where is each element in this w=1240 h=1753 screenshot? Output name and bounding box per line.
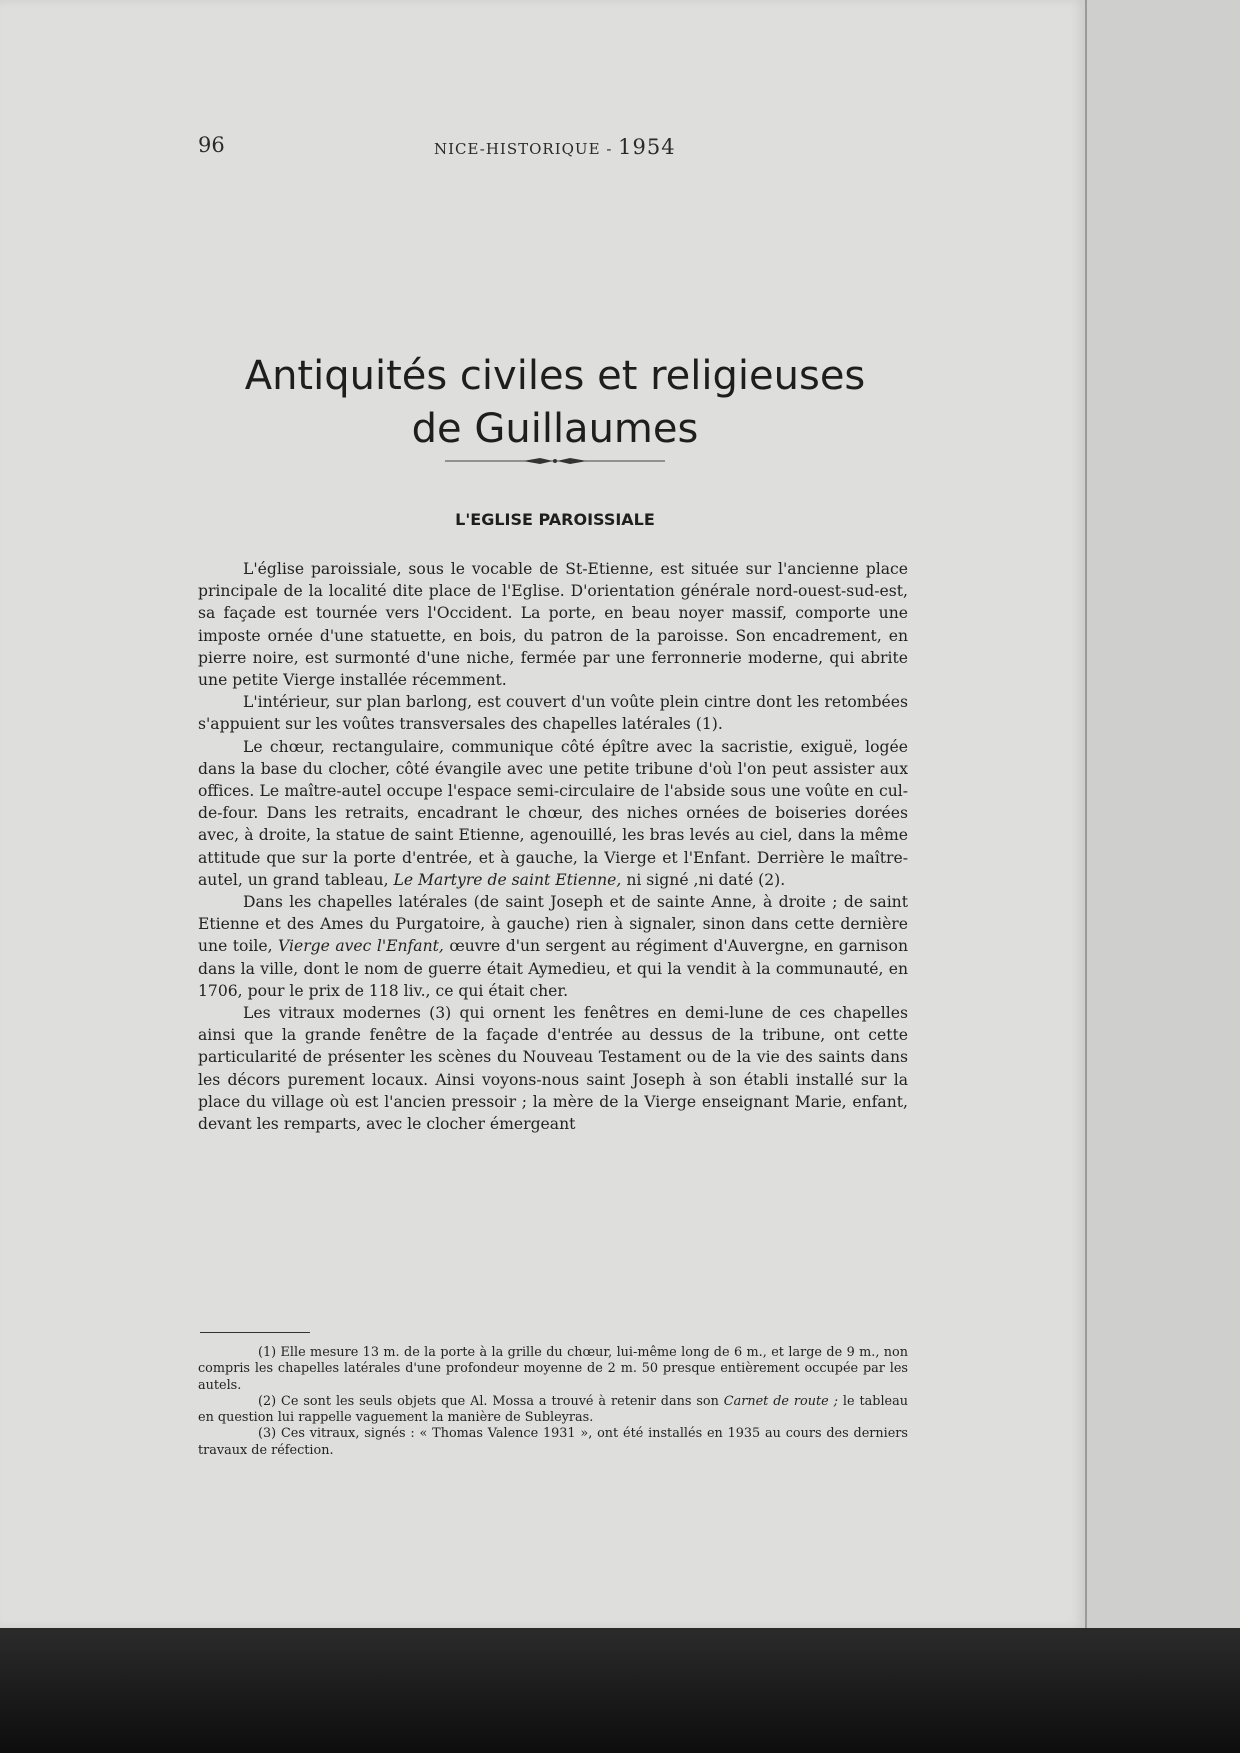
text-run: (1) Elle mesure 13 m. de la porte à la grille du chœur, lui-même long de 6 m., et large de 9 m., non compris les chapelles latérales d'une profondeur moyenne de 2 m. 50 presque entièrement occupée par les autels. bbox=[198, 1345, 908, 1393]
title-line-2: de Guillaumes bbox=[411, 406, 699, 452]
journal-name: NICE-HISTORIQUE bbox=[434, 140, 601, 158]
scanner-bed-border bbox=[0, 1628, 1240, 1753]
text-run: Dans les chapelles latérales (de saint Joseph et de sainte Anne, à droite ; de saint Etienne et des Ames du Purgatoire, à gauche) rien à signaler, sinon dans cette dernière une toile, bbox=[198, 893, 908, 956]
article-title bbox=[195, 350, 915, 456]
section-heading: L'EGLISE PAROISSIALE bbox=[455, 510, 655, 529]
footnotes bbox=[198, 1345, 908, 1459]
journal-title bbox=[434, 135, 676, 159]
text-run: œuvre d'un sergent au régiment d'Auvergne, en garnison dans la ville, dont le nom de guerre était Aymedieu, et qui la vendit à la communauté, en 1706, pour le prix de 118 liv., ce qui était cher. bbox=[198, 937, 908, 1000]
footnote bbox=[198, 1426, 908, 1459]
italic-title: Carnet de route ; bbox=[723, 1393, 838, 1409]
text-run: le tableau en question lui rappelle vaguement la manière de Subleyras. bbox=[198, 1393, 908, 1426]
adjacent-page-edge bbox=[1085, 0, 1240, 1628]
text-run: (2) Ce sont les seuls objets que Al. Mossa a trouvé à retenir dans son bbox=[258, 1393, 724, 1409]
footnote bbox=[198, 1345, 908, 1394]
text-run: L'intérieur, sur plan barlong, est couvert d'un voûte plein cintre dont les retombées s'appuient sur les voûtes transversales des chapelles latérales (1). bbox=[198, 693, 908, 734]
footnote-rule bbox=[200, 1332, 310, 1333]
page-number: 96 bbox=[198, 133, 225, 157]
text-run: (3) Ces vitraux, signés : « Thomas Valence 1931 », ont été installés en 1935 au cours des derniers travaux de réfection. bbox=[198, 1426, 908, 1458]
italic-title: Le Martyre de saint Etienne, bbox=[393, 870, 622, 889]
footnote bbox=[198, 1394, 908, 1427]
paragraph bbox=[198, 736, 908, 891]
text-run: ni signé ,ni daté (2). bbox=[621, 870, 786, 889]
article-body bbox=[198, 558, 908, 1135]
paragraph bbox=[198, 558, 908, 691]
paragraph bbox=[198, 691, 908, 735]
italic-title: Vierge avec l'Enfant, bbox=[278, 937, 444, 956]
journal-year: 1954 bbox=[618, 135, 676, 159]
running-header bbox=[198, 133, 898, 159]
title-line-1: Antiquités civiles et religieuses bbox=[244, 353, 866, 399]
text-run: L'église paroissiale, sous le vocable de St-Etienne, est située sur l'ancienne place principale de la localité dite place de l'Eglise. D'orientation générale nord-ouest-sud-est, sa façade est tournée vers l'Occident. La porte, en beau noyer massif, comporte une imposte ornée d'une statuette, en bois, du patron de la paroisse. Son encadrement, en pierre noire, est surmonté d'une niche, fermée par une ferronnerie moderne, qui abrite une petite Vierge installée récemment. bbox=[198, 560, 908, 690]
paragraph bbox=[198, 891, 908, 1002]
title-ornament-rule bbox=[445, 456, 665, 466]
text-run: Les vitraux modernes (3) qui ornent les fenêtres en demi-lune de ces chapelles ainsi que la grande fenêtre de la façade d'entrée au dessus de la tribune, ont cette particularité de présenter les scènes du Nouveau Testament ou de la vie des saints dans les décors purement locaux. Ainsi voyons-nous saint Joseph à son établi installé sur la place du village où est l'ancien pressoir ; la mère de la Vierge enseignant Marie, enfant, devant les remparts, avec le clocher émergeant bbox=[198, 1004, 908, 1134]
header-separator: - bbox=[606, 140, 613, 158]
paragraph bbox=[198, 1002, 908, 1135]
text-run: Le chœur, rectangulaire, communique côté épître avec la sacristie, exiguë, logée dans la base du clocher, côté évangile avec une petite tribune d'où l'on peut assister aux offices. Le maître-autel occupe l'espace semi-circulaire de l'abside sous une voûte en cul-de-four. Dans les retraits, encadrant le chœur, des niches ornées de boiseries dorées avec, à droite, la statue de saint Etienne, agenouillé, les bras levés au ciel, dans la même attitude que sur la porte d'entrée, et à gauche, la Vierge et l'Enfant. Derrière le maître-autel, un grand tableau, bbox=[198, 737, 908, 889]
